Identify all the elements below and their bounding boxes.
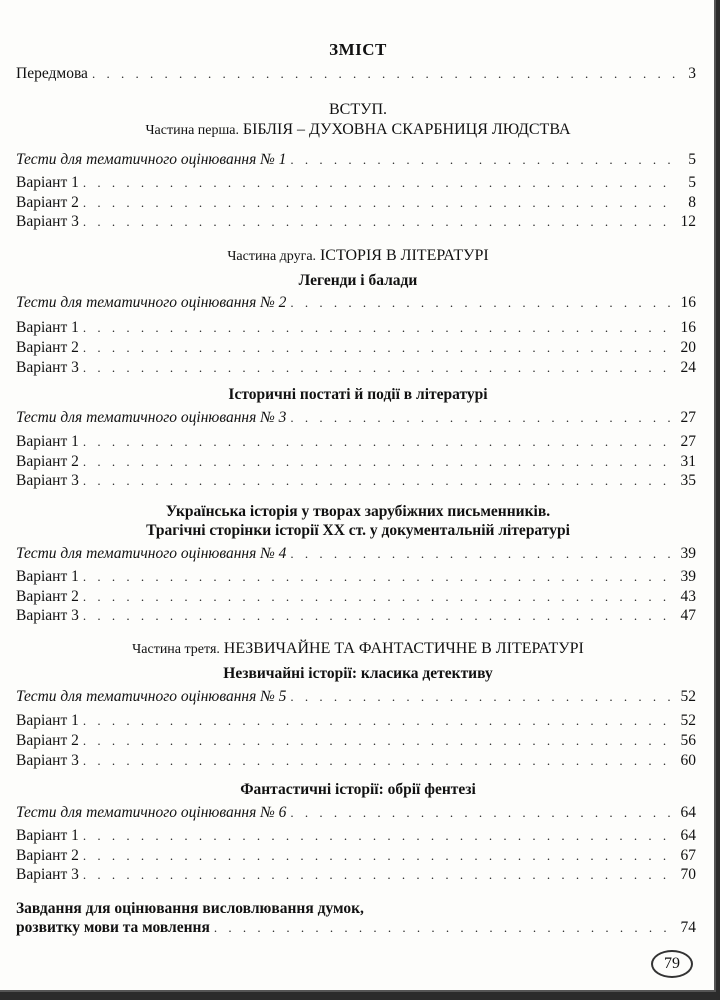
part-heading-3: Частина третя. НЕЗВИЧАЙНЕ ТА ФАНТАСТИЧНЕ В ЛІТЕРАТУРІ (132, 640, 584, 657)
toc-entry-variant[interactable]: Варіант 3 . . . 47 (16, 606, 696, 626)
toc-entry-variant[interactable]: Варіант 1 . . . 16 (16, 318, 696, 338)
subsection-heading-fantasy: Фантастичні історії: обрії фентезі (240, 781, 476, 798)
toc-entry-variant[interactable]: Варіант 2 . . . 67 (16, 846, 696, 866)
toc-entry-variant[interactable]: Варіант 3 . . . 60 (16, 751, 696, 771)
toc-entry-variant[interactable]: Варіант 1 . . . 39 (16, 567, 696, 587)
toc-entry-variant[interactable]: Варіант 1 . . . 64 (16, 826, 696, 846)
toc-entry-variant[interactable]: Варіант 2 . . . 20 (16, 338, 696, 358)
toc-entry-variant[interactable]: Варіант 2 . . . 43 (16, 587, 696, 607)
toc-entry-intro[interactable]: Передмова . . . 3 (16, 64, 696, 84)
contents-title: ЗМІСТ (329, 40, 387, 59)
subsection-heading-ukrainian-history: Українська історія у творах зарубіжних письменників. (165, 503, 551, 520)
toc-entry-tests-2[interactable]: Тести для тематичного оцінювання № 2 . . . 16 (16, 293, 696, 313)
toc-entry-tests-3[interactable]: Тести для тематичного оцінювання № 3 . . . 27 (16, 408, 696, 428)
section-heading-vstup: ВСТУП. (329, 101, 387, 118)
toc-entry-variant[interactable]: Варіант 3 . . . 70 (16, 865, 696, 885)
toc-entry-tests-1[interactable]: Тести для тематичного оцінювання № 1 . . . 5 (16, 150, 696, 170)
toc-entry-variant[interactable]: Варіант 2 . . . 8 (16, 193, 696, 213)
toc-entry-variant[interactable]: Варіант 3 . . . 35 (16, 471, 696, 491)
toc-entry-variant[interactable]: Варіант 1 . . . 5 (16, 173, 696, 193)
toc-entry-variant[interactable]: Варіант 1 . . . 27 (16, 432, 696, 452)
subsection-heading-legends: Легенди і балади (298, 272, 418, 289)
toc-entry-tests-6[interactable]: Тести для тематичного оцінювання № 6 . . . 64 (16, 803, 696, 823)
final-entry-line1: Завдання для оцінювання висловлювання думок, (16, 900, 364, 917)
part-heading-1: Частина перша. БІБЛІЯ – ДУХОВНА СКАРБНИЦЯ ЛЮДСТВА (145, 121, 571, 138)
toc-entry-tests-4[interactable]: Тести для тематичного оцінювання № 4 . . . 39 (16, 544, 696, 564)
toc-entry-variant[interactable]: Варіант 2 . . . 31 (16, 452, 696, 472)
subsection-heading-detective: Незвичайні історії: класика детективу (223, 665, 493, 682)
page-number: 79 (651, 950, 693, 978)
subsection-heading-tragic-pages: Трагічні сторінки історії XX ст. у документальній літературі (146, 522, 570, 539)
toc-entry-variant[interactable]: Варіант 2 . . . 56 (16, 731, 696, 751)
toc-entry-variant[interactable]: Варіант 3 . . . 12 (16, 212, 696, 232)
toc-entry-tests-5[interactable]: Тести для тематичного оцінювання № 5 . . . 52 (16, 687, 696, 707)
part-heading-2: Частина друга. ІСТОРІЯ В ЛІТЕРАТУРІ (227, 247, 489, 264)
toc-entry-final[interactable]: розвитку мови та мовлення . . . 74 (16, 918, 696, 938)
toc-entry-variant[interactable]: Варіант 1 . . . 52 (16, 711, 696, 731)
subsection-heading-historical: Історичні постаті й події в літературі (228, 386, 488, 403)
toc-entry-variant[interactable]: Варіант 3 . . . 24 (16, 358, 696, 378)
